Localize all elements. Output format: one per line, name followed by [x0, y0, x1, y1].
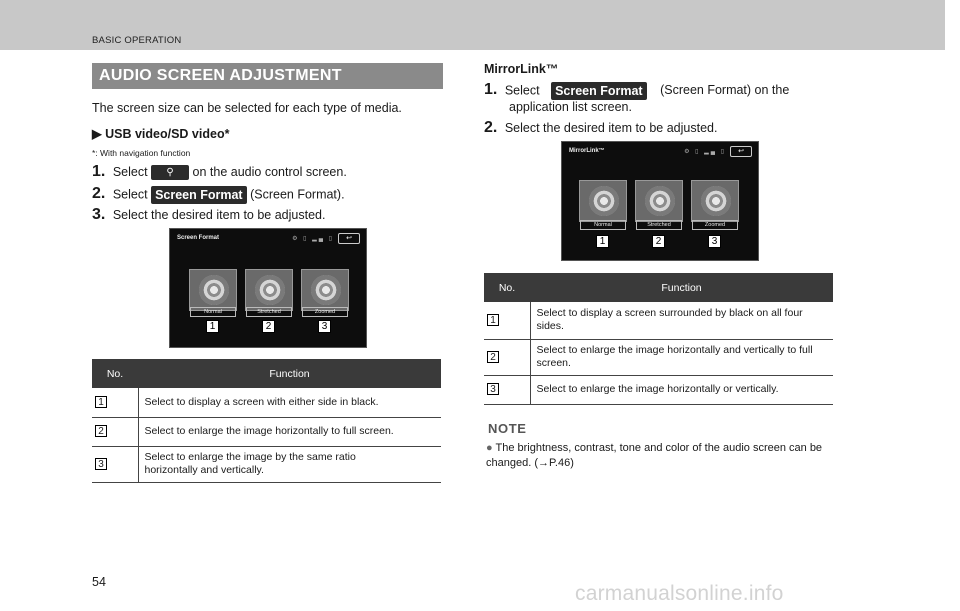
option-normal[interactable]: Normal — [580, 220, 626, 230]
table-row — [92, 446, 441, 482]
row-function: Select to enlarge the image horizontally or vertically. — [530, 375, 833, 404]
back-icon[interactable]: ↩ — [338, 233, 360, 244]
table-row — [484, 375, 833, 404]
col-header-no: No. — [484, 273, 530, 302]
col-header-function: Function — [530, 273, 833, 302]
usb-footnote: *: With navigation function — [92, 148, 191, 158]
row-function: Select to display a screen surrounded by black on all four sides. — [530, 302, 833, 339]
status-icons: ⚙ ▯ ▂▄ ▯ — [684, 149, 726, 155]
mirrorlink-function-table — [484, 273, 833, 405]
stretched-preview-tile — [245, 269, 293, 311]
row-number: 2 — [95, 425, 107, 437]
table-row — [92, 388, 441, 417]
screen-format-screenshot — [169, 228, 367, 348]
option-stretched[interactable]: Stretched — [636, 220, 682, 230]
table-row — [484, 302, 833, 339]
callout-1: 1 — [596, 235, 609, 248]
table-row — [92, 417, 441, 446]
col-header-function: Function — [138, 359, 441, 388]
option-zoomed[interactable]: Zoomed — [692, 220, 738, 230]
note-body: ● The brightness, contrast, tone and color of the audio screen can be changed. (→P.46) — [486, 442, 823, 469]
usb-step-2: 2. Select Screen Format (Screen Format). — [92, 185, 345, 203]
zoomed-preview-tile — [691, 180, 739, 222]
usb-step-1: 1. Select ⚲ on the audio control screen. — [92, 163, 347, 180]
row-function: Select to enlarge the image horizontally and vertically to full screen. — [530, 339, 833, 375]
audio-settings-icon-button[interactable]: ⚲ — [151, 165, 189, 180]
row-number: 3 — [95, 458, 107, 470]
header-bar — [0, 0, 945, 50]
col-header-no: No. — [92, 359, 138, 388]
row-number: 1 — [487, 314, 499, 326]
row-function: Select to enlarge the image horizontally to full screen. — [138, 417, 441, 446]
callout-2: 2 — [262, 320, 275, 333]
row-function: Select to enlarge the image by the same ratio horizontally and vertically. — [138, 446, 441, 482]
zoomed-preview-tile — [301, 269, 349, 311]
option-zoomed[interactable]: Zoomed — [302, 307, 348, 317]
page-number: 54 — [92, 575, 106, 589]
mirrorlink-step-1: 1. Select Screen Format (Screen Format) on the — [484, 81, 790, 99]
mirrorlink-step-2: 2. Select the desired item to be adjusted. — [484, 119, 718, 136]
watermark: carmanualsonline.info — [575, 582, 784, 605]
row-number: 1 — [95, 396, 107, 408]
row-function: Select to display a screen with either side in black. — [138, 388, 441, 417]
normal-preview-tile — [189, 269, 237, 311]
screenshot-title: Screen Format — [177, 235, 220, 241]
screen-format-button[interactable]: Screen Format — [151, 186, 247, 204]
row-number: 3 — [487, 383, 499, 395]
table-row — [484, 339, 833, 375]
page-title: AUDIO SCREEN ADJUSTMENT — [92, 63, 443, 89]
usb-step-3: 3. Select the desired item to be adjusted. — [92, 206, 326, 223]
option-normal[interactable]: Normal — [190, 307, 236, 317]
callout-1: 1 — [206, 320, 219, 333]
stretched-preview-tile — [635, 180, 683, 222]
header-section-label: BASIC OPERATION — [92, 35, 182, 46]
mirrorlink-heading: MirrorLink™ — [484, 62, 559, 76]
row-number: 2 — [487, 351, 499, 363]
callout-3: 3 — [318, 320, 331, 333]
option-stretched[interactable]: Stretched — [246, 307, 292, 317]
mirrorlink-step-1-cont: application list screen. — [509, 100, 632, 114]
normal-preview-tile — [579, 180, 627, 222]
mirrorlink-screenshot — [561, 141, 759, 261]
usb-heading: ▶ USB video/SD video* — [92, 127, 230, 141]
intro-text: The screen size can be selected for each type of media. — [92, 101, 402, 115]
note-title: NOTE — [488, 421, 527, 436]
bullet-icon: ● — [486, 442, 493, 454]
screen-format-button[interactable]: Screen Format — [551, 82, 647, 100]
triangle-bullet-icon: ▶ — [92, 127, 102, 141]
back-icon[interactable]: ↩ — [730, 146, 752, 157]
usb-function-table — [92, 359, 441, 483]
callout-2: 2 — [652, 235, 665, 248]
status-icons: ⚙ ▯ ▂▄ ▯ — [292, 236, 334, 242]
callout-3: 3 — [708, 235, 721, 248]
screenshot-title: MirrorLink™ — [569, 148, 605, 154]
